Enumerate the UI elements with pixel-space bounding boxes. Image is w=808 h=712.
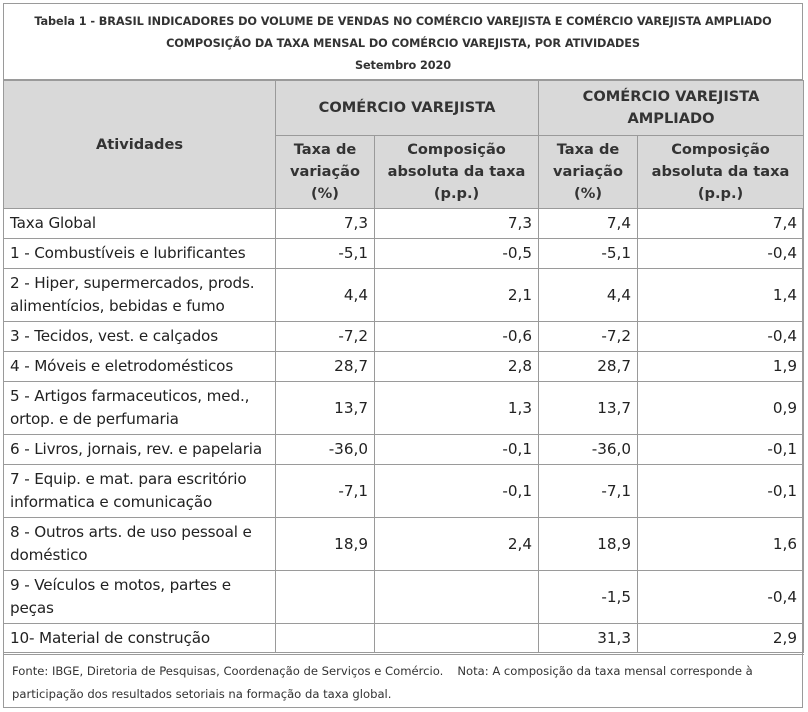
footnote [4, 654, 804, 708]
table-row [4, 269, 804, 322]
table-row [4, 352, 804, 382]
cell-taxa-varejo: -36,0 [276, 435, 375, 465]
cell-comp-ampliado: -0,1 [638, 435, 804, 465]
cell-taxa-ampliado: 4,4 [539, 269, 638, 322]
cell-taxa-varejo: 13,7 [276, 382, 375, 435]
cell-taxa-varejo [276, 571, 375, 624]
cell-comp-varejo: -0,6 [375, 322, 539, 352]
cell-taxa-ampliado: -5,1 [539, 239, 638, 269]
cell-comp-varejo: -0,1 [375, 465, 539, 518]
data-table [3, 80, 804, 653]
cell-comp-varejo: -0,1 [375, 435, 539, 465]
cell-comp-varejo [375, 571, 539, 624]
header-taxa-1: Taxa de variação (%) [276, 136, 375, 209]
header-composicao-1: Composição absoluta da taxa (p.p.) [375, 136, 539, 209]
header-taxa-2: Taxa de variação (%) [539, 136, 638, 209]
header-comercio-varejista: COMÉRCIO VAREJISTA [276, 81, 539, 136]
title-line-1: Tabela 1 - BRASIL INDICADORES DO VOLUME DE VENDAS NO COMÉRCIO VAREJISTA E COMÉRCIO VAREJISTA AMPLIADO [34, 15, 772, 28]
cell-taxa-ampliado: -7,1 [539, 465, 638, 518]
row-label: 3 - Tecidos, vest. e calçados [4, 322, 276, 352]
table-row [4, 624, 804, 653]
table-row [4, 209, 804, 239]
table-row [4, 518, 804, 571]
footnote-source: Fonte: IBGE, Diretoria de Pesquisas, Coordenação de Serviços e Comércio. [12, 664, 444, 678]
row-label: 1 - Combustíveis e lubrificantes [4, 239, 276, 269]
cell-taxa-ampliado: -36,0 [539, 435, 638, 465]
cell-taxa-varejo: -5,1 [276, 239, 375, 269]
cell-taxa-varejo: -7,2 [276, 322, 375, 352]
cell-comp-ampliado: 7,4 [638, 209, 804, 239]
cell-comp-ampliado: -0,1 [638, 465, 804, 518]
cell-taxa-varejo: -7,1 [276, 465, 375, 518]
table-frame [3, 3, 803, 708]
row-label: 2 - Hiper, supermercados, prods. alimentícios, bebidas e fumo [4, 269, 276, 322]
cell-taxa-ampliado: -7,2 [539, 322, 638, 352]
footnote-note: Nota: A composição da taxa mensal corresponde à participação dos resultados setoriais na formação da taxa global. [12, 664, 753, 701]
row-label: 10- Material de construção [4, 624, 276, 653]
row-label: 6 - Livros, jornais, rev. e papelaria [4, 435, 276, 465]
cell-comp-ampliado: -0,4 [638, 239, 804, 269]
table-row [4, 239, 804, 269]
row-label: 4 - Móveis e eletrodomésticos [4, 352, 276, 382]
table-row [4, 571, 804, 624]
cell-taxa-ampliado: 31,3 [539, 624, 638, 653]
cell-taxa-varejo: 28,7 [276, 352, 375, 382]
table-title [4, 4, 802, 80]
header-comercio-varejista-ampliado: COMÉRCIO VAREJISTA AMPLIADO [539, 81, 804, 136]
cell-taxa-ampliado: -1,5 [539, 571, 638, 624]
cell-taxa-varejo [276, 624, 375, 653]
table-row [4, 435, 804, 465]
title-line-3: Setembro 2020 [354, 59, 452, 72]
cell-comp-varejo: 7,3 [375, 209, 539, 239]
cell-comp-ampliado: -0,4 [638, 571, 804, 624]
cell-taxa-ampliado: 18,9 [539, 518, 638, 571]
cell-taxa-ampliado: 28,7 [539, 352, 638, 382]
cell-comp-varejo: 1,3 [375, 382, 539, 435]
cell-comp-ampliado: 1,6 [638, 518, 804, 571]
cell-comp-ampliado: -0,4 [638, 322, 804, 352]
row-label: 5 - Artigos farmaceuticos, med., ortop. e de perfumaria [4, 382, 276, 435]
cell-comp-ampliado: 2,9 [638, 624, 804, 653]
table-row [4, 465, 804, 518]
row-label: 8 - Outros arts. de uso pessoal e doméstico [4, 518, 276, 571]
cell-taxa-varejo: 18,9 [276, 518, 375, 571]
cell-taxa-varejo: 7,3 [276, 209, 375, 239]
cell-comp-varejo: -0,5 [375, 239, 539, 269]
header-composicao-2: Composição absoluta da taxa (p.p.) [638, 136, 804, 209]
cell-taxa-ampliado: 13,7 [539, 382, 638, 435]
cell-comp-varejo: 2,8 [375, 352, 539, 382]
header-atividades: Atividades [4, 81, 276, 209]
cell-comp-ampliado: 0,9 [638, 382, 804, 435]
cell-comp-varejo: 2,1 [375, 269, 539, 322]
cell-comp-varejo: 2,4 [375, 518, 539, 571]
table-row [4, 322, 804, 352]
row-label: 9 - Veículos e motos, partes e peças [4, 571, 276, 624]
row-label: 7 - Equip. e mat. para escritório informatica e comunicação [4, 465, 276, 518]
cell-taxa-varejo: 4,4 [276, 269, 375, 322]
cell-comp-ampliado: 1,4 [638, 269, 804, 322]
cell-comp-varejo [375, 624, 539, 653]
title-line-2: COMPOSIÇÃO DA TAXA MENSAL DO COMÉRCIO VAREJISTA, POR ATIVIDADES [166, 37, 640, 50]
cell-taxa-ampliado: 7,4 [539, 209, 638, 239]
table-row [4, 382, 804, 435]
row-label: Taxa Global [4, 209, 276, 239]
cell-comp-ampliado: 1,9 [638, 352, 804, 382]
